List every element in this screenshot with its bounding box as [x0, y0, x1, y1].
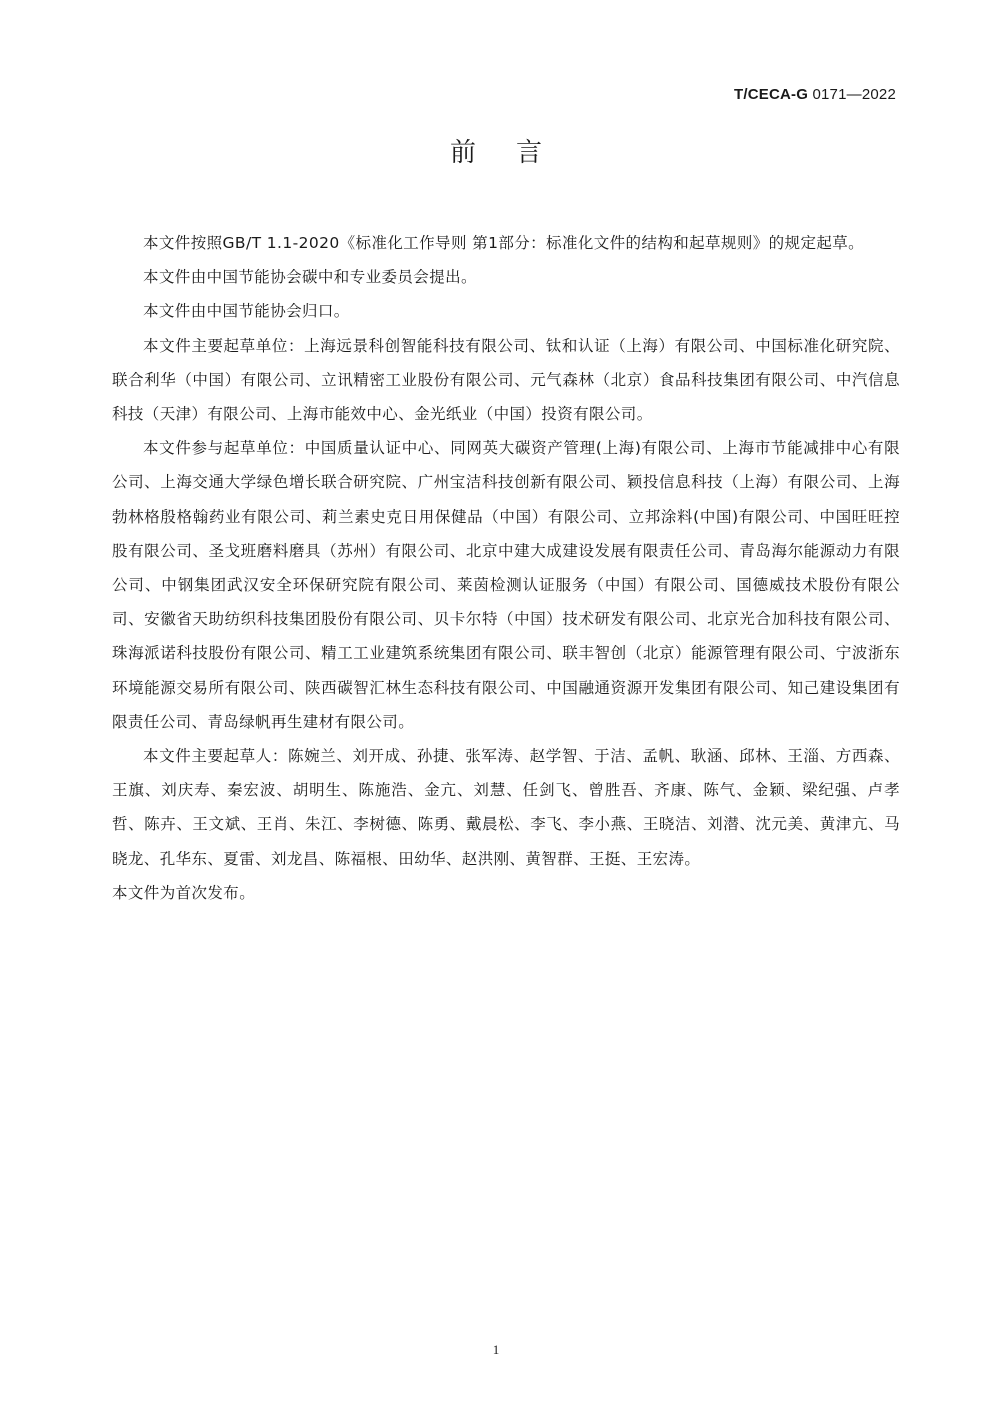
paragraph-main-drafting-units: 本文件主要起草单位：上海远景科创智能科技有限公司、钛和认证（上海）有限公司、中国标准化研究院、联合利华（中国）有限公司、立讯精密工业股份有限公司、元气森林（北京）食品科技集团有限公司、中汽信息科技（天津）有限公司、上海市能效中心、金光纸业（中国）投资有限公司。	[112, 336, 900, 424]
page-title: 前言	[449, 138, 582, 168]
paragraph-participating-units: 本文件参与起草单位：中国质量认证中心、同网英大碳资产管理(上海)有限公司、上海市节能减排中心有限公司、上海交通大学绿色增长联合研究院、广州宝洁科技创新有限公司、颖投信息科技（上海）有限公司、上海勃林格殷格翰药业有限公司、莉兰素史克日用保健品（中国）有限公司、立邦涂料(中国)有限公司、中国旺旺控股有限公司、圣戈班磨料磨具（苏州）有限公司、北京中建大成建设发展有限责任公司、青岛海尔能源动力有限公司、中钢集团武汉安全环保研究院有限公司、莱茵检测认证服务（中国）有限公司、国德威技术股份有限公司、安徽省天助纺织科技集团股份有限公司、贝卡尔特（中国）技术研发有限公司、北京光合加科技有限公司、珠海派诺科技股份有限公司、精工工业建筑系统集团有限公司、联丰智创（北京）能源管理有限公司、宁波浙东环境能源交易所有限公司、陕西碳智汇林生态科技有限公司、中国融通资源开发集团有限公司、知己建设集团有限责任公司、青岛绿帆再生建材有限公司。	[112, 439, 900, 731]
standard-code	[734, 86, 896, 103]
paragraph-drafting-rules: 本文件按照GB/T 1.1-2020《标准化工作导则 第1部分：标准化文件的结构和起草规则》的规定起草。	[143, 234, 865, 252]
foreword-body	[112, 226, 900, 910]
page-number: 1	[492, 1342, 500, 1357]
paragraph-proposer: 本文件由中国节能协会碳中和专业委员会提出。	[143, 268, 477, 287]
standard-code-suffix: 0171—2022	[808, 86, 896, 103]
paragraph-main-drafters: 本文件主要起草人：陈婉兰、刘开成、孙捷、张军涛、赵学智、于洁、孟帆、耿涵、邱林、王淄、方西森、王旗、刘庆寿、秦宏波、胡明生、陈施浩、金亢、刘慧、任剑飞、曾胜吾、齐康、陈气、金颖、梁纪强、卢孝哲、陈卉、王文斌、王肖、朱江、李树德、陈勇、戴晨松、李飞、李小燕、王晓洁、刘潜、沈元美、黄津亢、马晓龙、孔华东、夏雷、刘龙昌、陈福根、田幼华、赵洪刚、黄智群、王挺、王宏涛。	[112, 747, 900, 868]
paragraph-first-release: 本文件为首次发布。	[112, 883, 256, 902]
standard-code-prefix: T/CECA-G	[733, 86, 809, 103]
paragraph-administrator: 本文件由中国节能协会归口。	[143, 302, 350, 321]
